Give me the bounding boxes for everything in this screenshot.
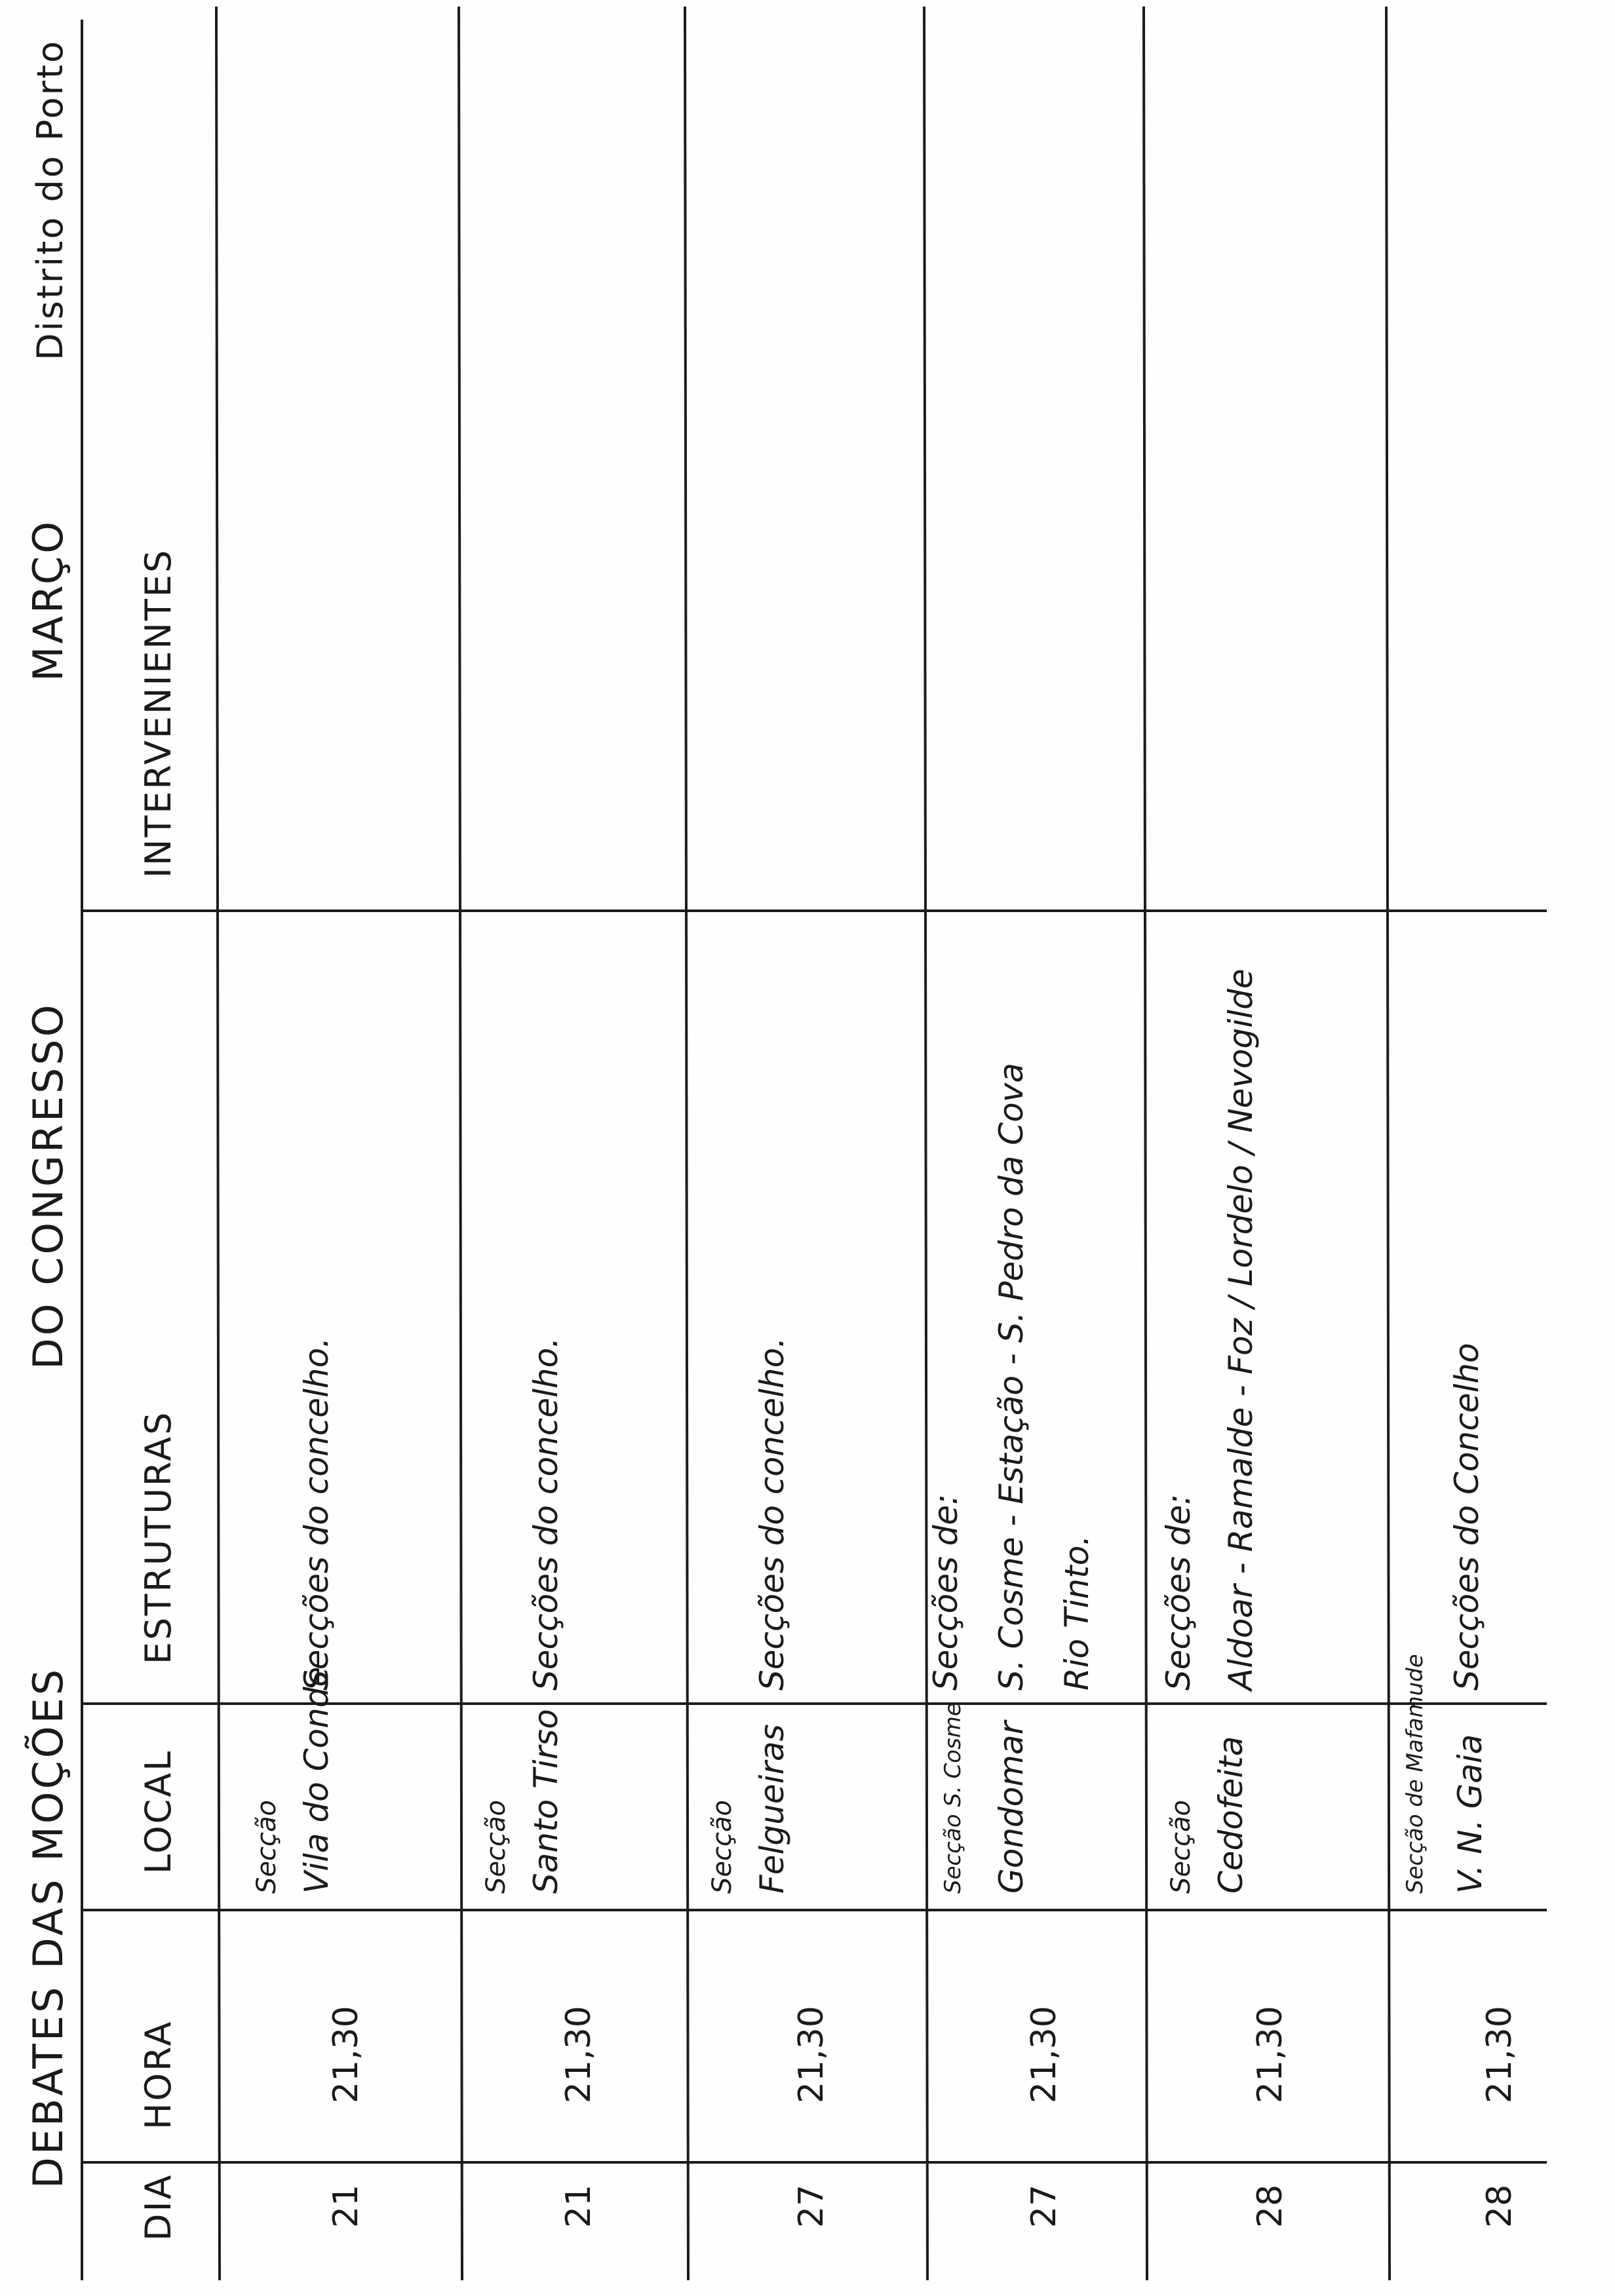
table-grid bbox=[82, 7, 1547, 2280]
row-estruturas-2: Aldoar - Ramalde - Foz / Lordelo / Nevogilde bbox=[1222, 968, 1260, 1691]
row-local-top: Secção de Mafamude bbox=[1402, 1654, 1428, 1894]
title-district: Distrito do Porto bbox=[29, 39, 71, 360]
row-local-main: Felgueiras bbox=[753, 1724, 791, 1894]
row-dia: 28 bbox=[1480, 2184, 1519, 2228]
row-dia: 27 bbox=[1024, 2184, 1064, 2228]
table-row bbox=[1402, 1343, 1519, 2228]
header-estruturas: ESTRUTURAS bbox=[138, 1410, 179, 1664]
title-part1: DEBATES DAS MOÇÕES bbox=[24, 1666, 72, 2189]
row-hora: 21,30 bbox=[559, 2006, 598, 2103]
row-local-top: Secção bbox=[707, 1800, 737, 1894]
header-intervenientes: INTERVENIENTES bbox=[138, 548, 179, 878]
table-row bbox=[1159, 968, 1290, 2228]
row-local-main: Gondomar bbox=[992, 1721, 1030, 1894]
row-hora: 21,30 bbox=[1480, 2006, 1519, 2103]
row-hora: 21,30 bbox=[1251, 2006, 1290, 2103]
row-estruturas-1: Secções do concelho. bbox=[753, 1337, 791, 1691]
row-local-main: V. N. Gaia bbox=[1451, 1734, 1489, 1894]
row-estruturas-3: Rio Tinto. bbox=[1058, 1535, 1096, 1691]
column-headers bbox=[138, 548, 179, 2241]
title-month: MARÇO bbox=[24, 519, 72, 681]
row-estruturas-1: Secções de: bbox=[927, 1493, 965, 1691]
row-dia: 21 bbox=[559, 2184, 598, 2228]
row-hora: 21,30 bbox=[326, 2006, 366, 2103]
row-estruturas-2: S. Cosme - Estação - S. Pedro da Cova bbox=[992, 1062, 1030, 1691]
row-dia: 21 bbox=[326, 2184, 366, 2228]
document-title bbox=[24, 39, 72, 2189]
table-row bbox=[481, 1337, 598, 2228]
table-row bbox=[707, 1337, 831, 2228]
row-local-main: Cedofeita bbox=[1212, 1736, 1250, 1894]
row-hora: 21,30 bbox=[1024, 2006, 1064, 2103]
row-local-top: Secção bbox=[481, 1800, 511, 1894]
row-local-top: Secção bbox=[252, 1800, 282, 1894]
row-local-main: Vila do Conde bbox=[298, 1666, 336, 1894]
row-dia: 28 bbox=[1251, 2184, 1290, 2228]
row-estruturas-1: Secções do Concelho bbox=[1448, 1343, 1486, 1691]
row-estruturas-1: Secções do concelho. bbox=[527, 1337, 565, 1691]
title-part2: DO CONGRESSO bbox=[24, 1002, 72, 1369]
row-hora: 21,30 bbox=[792, 2006, 831, 2103]
header-dia: DIA bbox=[138, 2173, 179, 2241]
row-local-top: Secção S. Cosme bbox=[940, 1702, 966, 1894]
header-local: LOCAL bbox=[138, 1749, 179, 1874]
row-estruturas-1: Secções do concelho. bbox=[298, 1337, 336, 1691]
row-dia: 27 bbox=[792, 2184, 831, 2228]
row-estruturas-1: Secções de: bbox=[1159, 1493, 1197, 1691]
table-row bbox=[927, 1063, 1096, 2228]
header-hora: HORA bbox=[138, 2019, 179, 2130]
row-local-main: Santo Tirso bbox=[527, 1709, 565, 1894]
table-row bbox=[252, 1337, 366, 2228]
row-local-top: Secção bbox=[1166, 1800, 1196, 1894]
